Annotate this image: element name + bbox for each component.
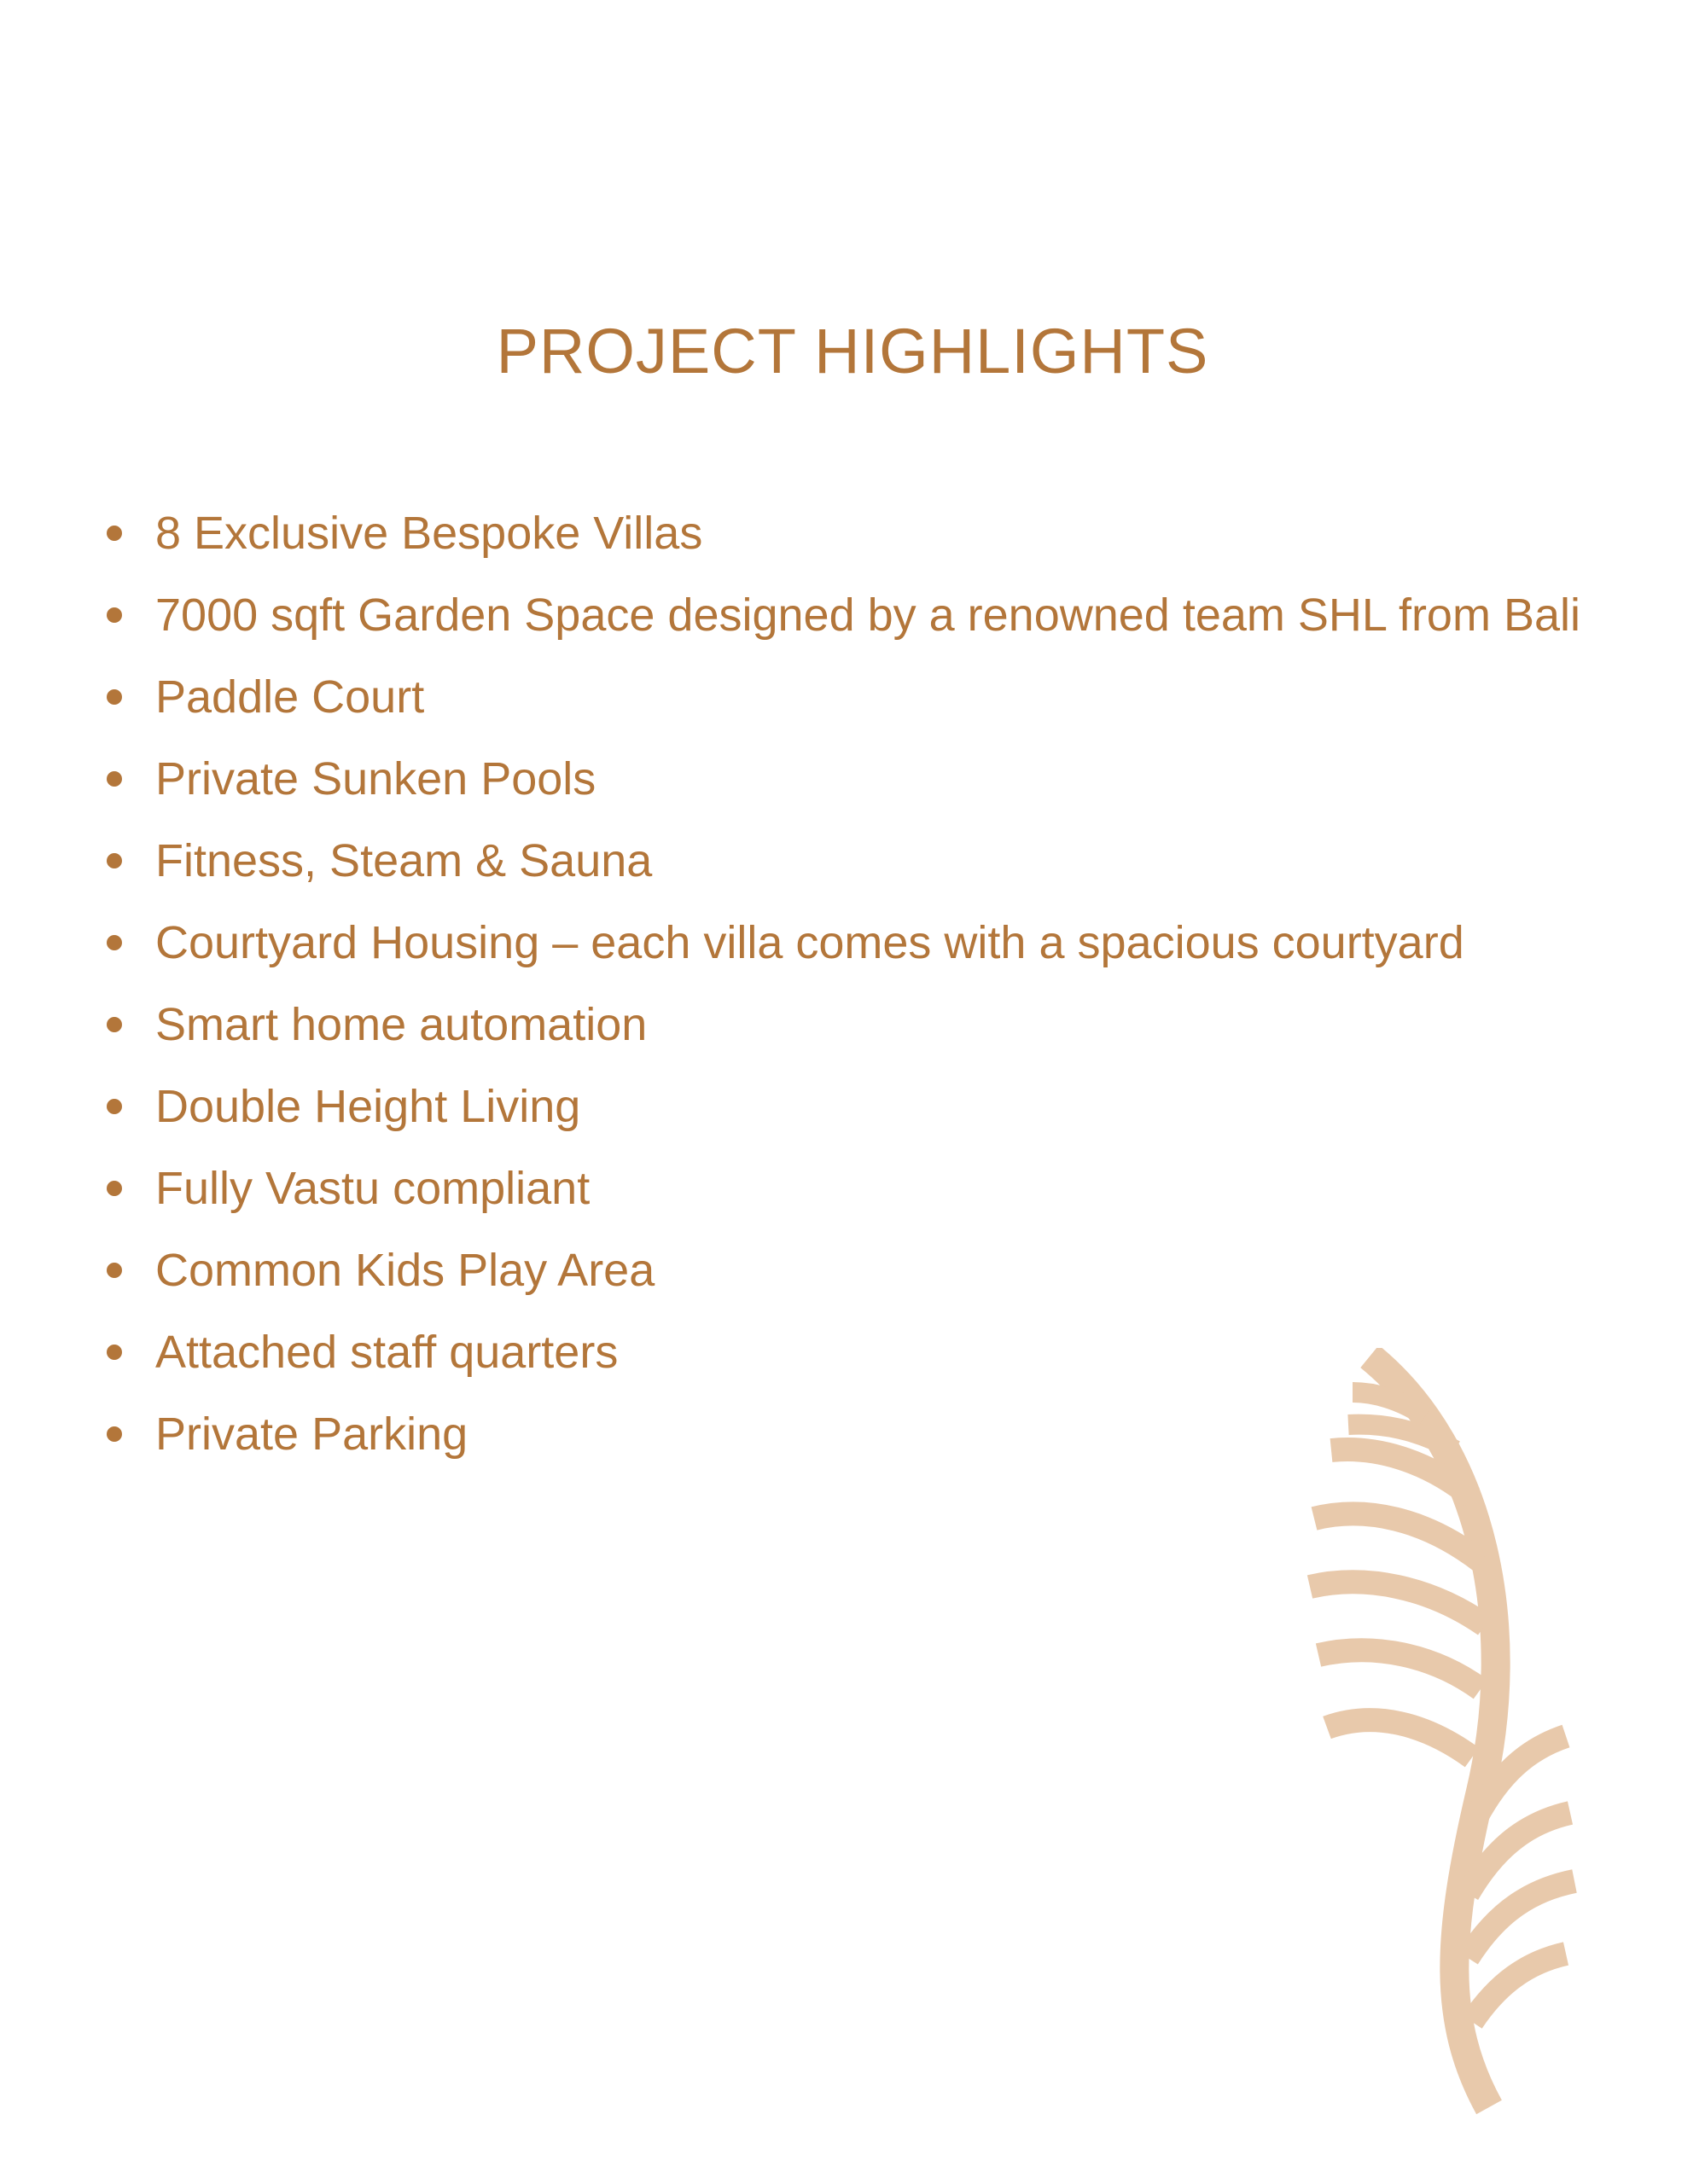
- list-item: [102, 995, 1580, 1077]
- list-item-text: Private Sunken Pools: [155, 753, 596, 804]
- list-item-text: Common Kids Play Area: [155, 1245, 655, 1296]
- palm-leaf-icon: [1297, 1348, 1579, 2116]
- list-item: [102, 1159, 1580, 1240]
- bullet-icon: [107, 1263, 122, 1278]
- bullet-icon: [107, 853, 122, 868]
- list-item-text: Courtyard Housing – each villa comes with a spacious courtyard: [155, 917, 1464, 968]
- highlights-list: [102, 503, 1580, 1486]
- page-title: PROJECT HIGHLIGHTS: [496, 316, 1209, 386]
- bullet-icon: [107, 689, 122, 705]
- bullet-icon: [107, 1426, 122, 1442]
- list-item: [102, 1077, 1580, 1159]
- list-item-text: Fully Vastu compliant: [155, 1163, 591, 1214]
- bullet-icon: [107, 607, 122, 623]
- list-item: [102, 913, 1580, 995]
- list-item: [102, 749, 1580, 831]
- list-item: [102, 831, 1580, 913]
- bullet-icon: [107, 1345, 122, 1360]
- list-item-text: Double Height Living: [155, 1081, 581, 1132]
- list-item-text: Private Parking: [155, 1409, 468, 1460]
- bullet-icon: [107, 1099, 122, 1114]
- bullet-icon: [107, 1181, 122, 1196]
- list-item: [102, 667, 1580, 749]
- list-item: [102, 1240, 1580, 1322]
- bullet-icon: [107, 935, 122, 950]
- bullet-icon: [107, 1017, 122, 1032]
- bullet-icon: [107, 526, 122, 541]
- list-item-text: 7000 sqft Garden Space designed by a renowned team SHL from Bali: [155, 590, 1580, 641]
- list-item-text: 8 Exclusive Bespoke Villas: [155, 508, 703, 559]
- list-item: [102, 503, 1580, 585]
- bullet-icon: [107, 771, 122, 787]
- list-item-text: Attached staff quarters: [155, 1327, 619, 1378]
- list-item: [102, 585, 1580, 667]
- list-item-text: Paddle Court: [155, 671, 425, 723]
- list-item-text: Fitness, Steam & Sauna: [155, 835, 653, 886]
- list-item-text: Smart home automation: [155, 999, 648, 1050]
